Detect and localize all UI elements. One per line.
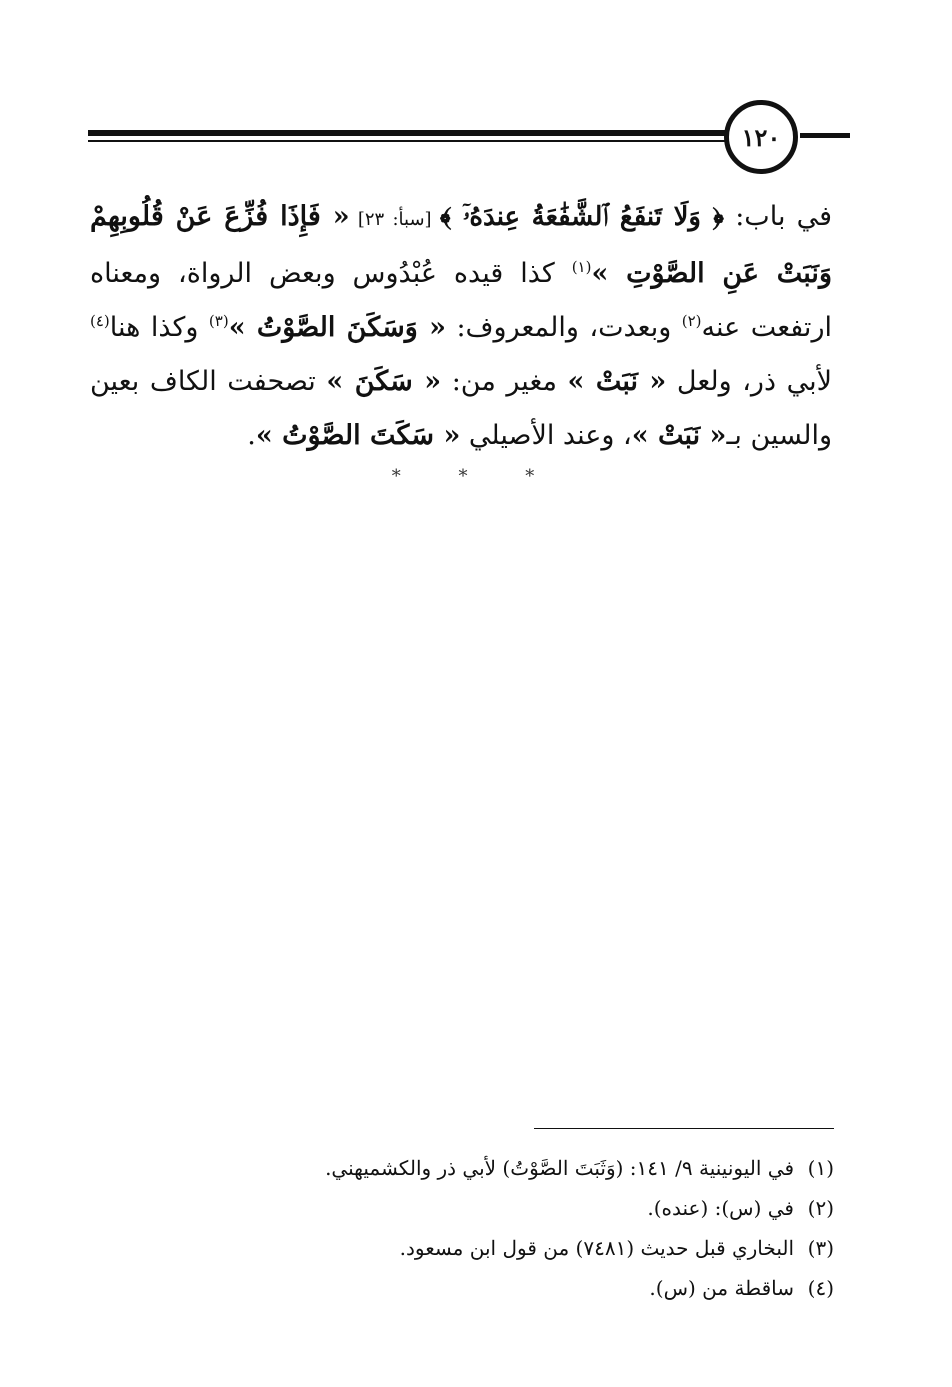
footnote-marker-4: (٤) [90,312,110,330]
footnote-number: (٤) [807,1276,834,1300]
quoted-word: « نَبَتْ » [631,420,727,451]
footnote-number: (٣) [807,1236,834,1260]
surah-reference: [سبأ: ٢٣] [349,209,440,230]
footnotes [150,1148,834,1308]
text-segment: في باب: [724,201,832,232]
text-segment: مغير من: [441,366,568,397]
footnote [150,1268,834,1308]
text-segment: وبعدت، والمعروف: [445,312,682,343]
footnote-text: في (س): (عنده). [647,1196,794,1220]
footnote-divider [534,1128,834,1129]
main-paragraph [90,190,832,463]
footnote-number: (٢) [807,1196,834,1220]
footnote-marker-2: (٢) [681,312,702,330]
header-rule-thick [88,130,728,136]
page-number: ١٢٠ [724,100,798,174]
text-segment: وكذا هنا [109,312,209,343]
quoted-word: « نَبَتْ » [567,366,667,397]
header-rule-right [800,133,850,138]
text-segment: كذا قيده عُبْدُوس وبعض الرواة، ومعناه ارتفعت عنه [90,258,832,343]
footnote-text: في اليونينية ٩/ ١٤١: (وَثَبَتَ الصَّوْتُ) لأبي ذر والكشميهني. [325,1156,794,1180]
text-segment: ، وعند الأصيلي [460,420,632,451]
text-segment: لأبي ذر، ولعل [666,366,832,397]
quoted-phrase: « سَكَتَ الصَّوْتُ » [255,420,461,451]
footnote-text: ساقطة من (س). [649,1276,794,1300]
footnote-marker-3: (٣) [208,312,229,330]
text-segment: تصحفت الكاف بعين والسين بـ [90,366,832,451]
section-separator: * * * [391,466,561,487]
quoted-word: « سَكَنَ » [326,366,442,397]
footnote-marker-1: (١) [571,258,592,276]
page-header [88,100,850,180]
footnote-text: البخاري قبل حديث (٧٤٨١) من قول ابن مسعود. [399,1236,794,1260]
footnote [150,1188,834,1228]
header-rule-thin [88,140,728,142]
hadith-quote: « فَإِذَا فُزِّعَ عَنْ قُلُوبِهِمْ وَنَبَتْ عَنِ الصَّوْتِ » [90,201,832,289]
text-segment: . [247,420,256,451]
quran-quote: ﴿ وَلَا تَنفَعُ ٱلشَّفَٰعَةُ عِندَهُۥٓ ﴾ [439,202,725,232]
quoted-phrase: « وَسَكَنَ الصَّوْتُ » [228,312,446,343]
footnote [150,1148,834,1188]
footnote [150,1228,834,1268]
footnote-number: (١) [807,1156,834,1180]
